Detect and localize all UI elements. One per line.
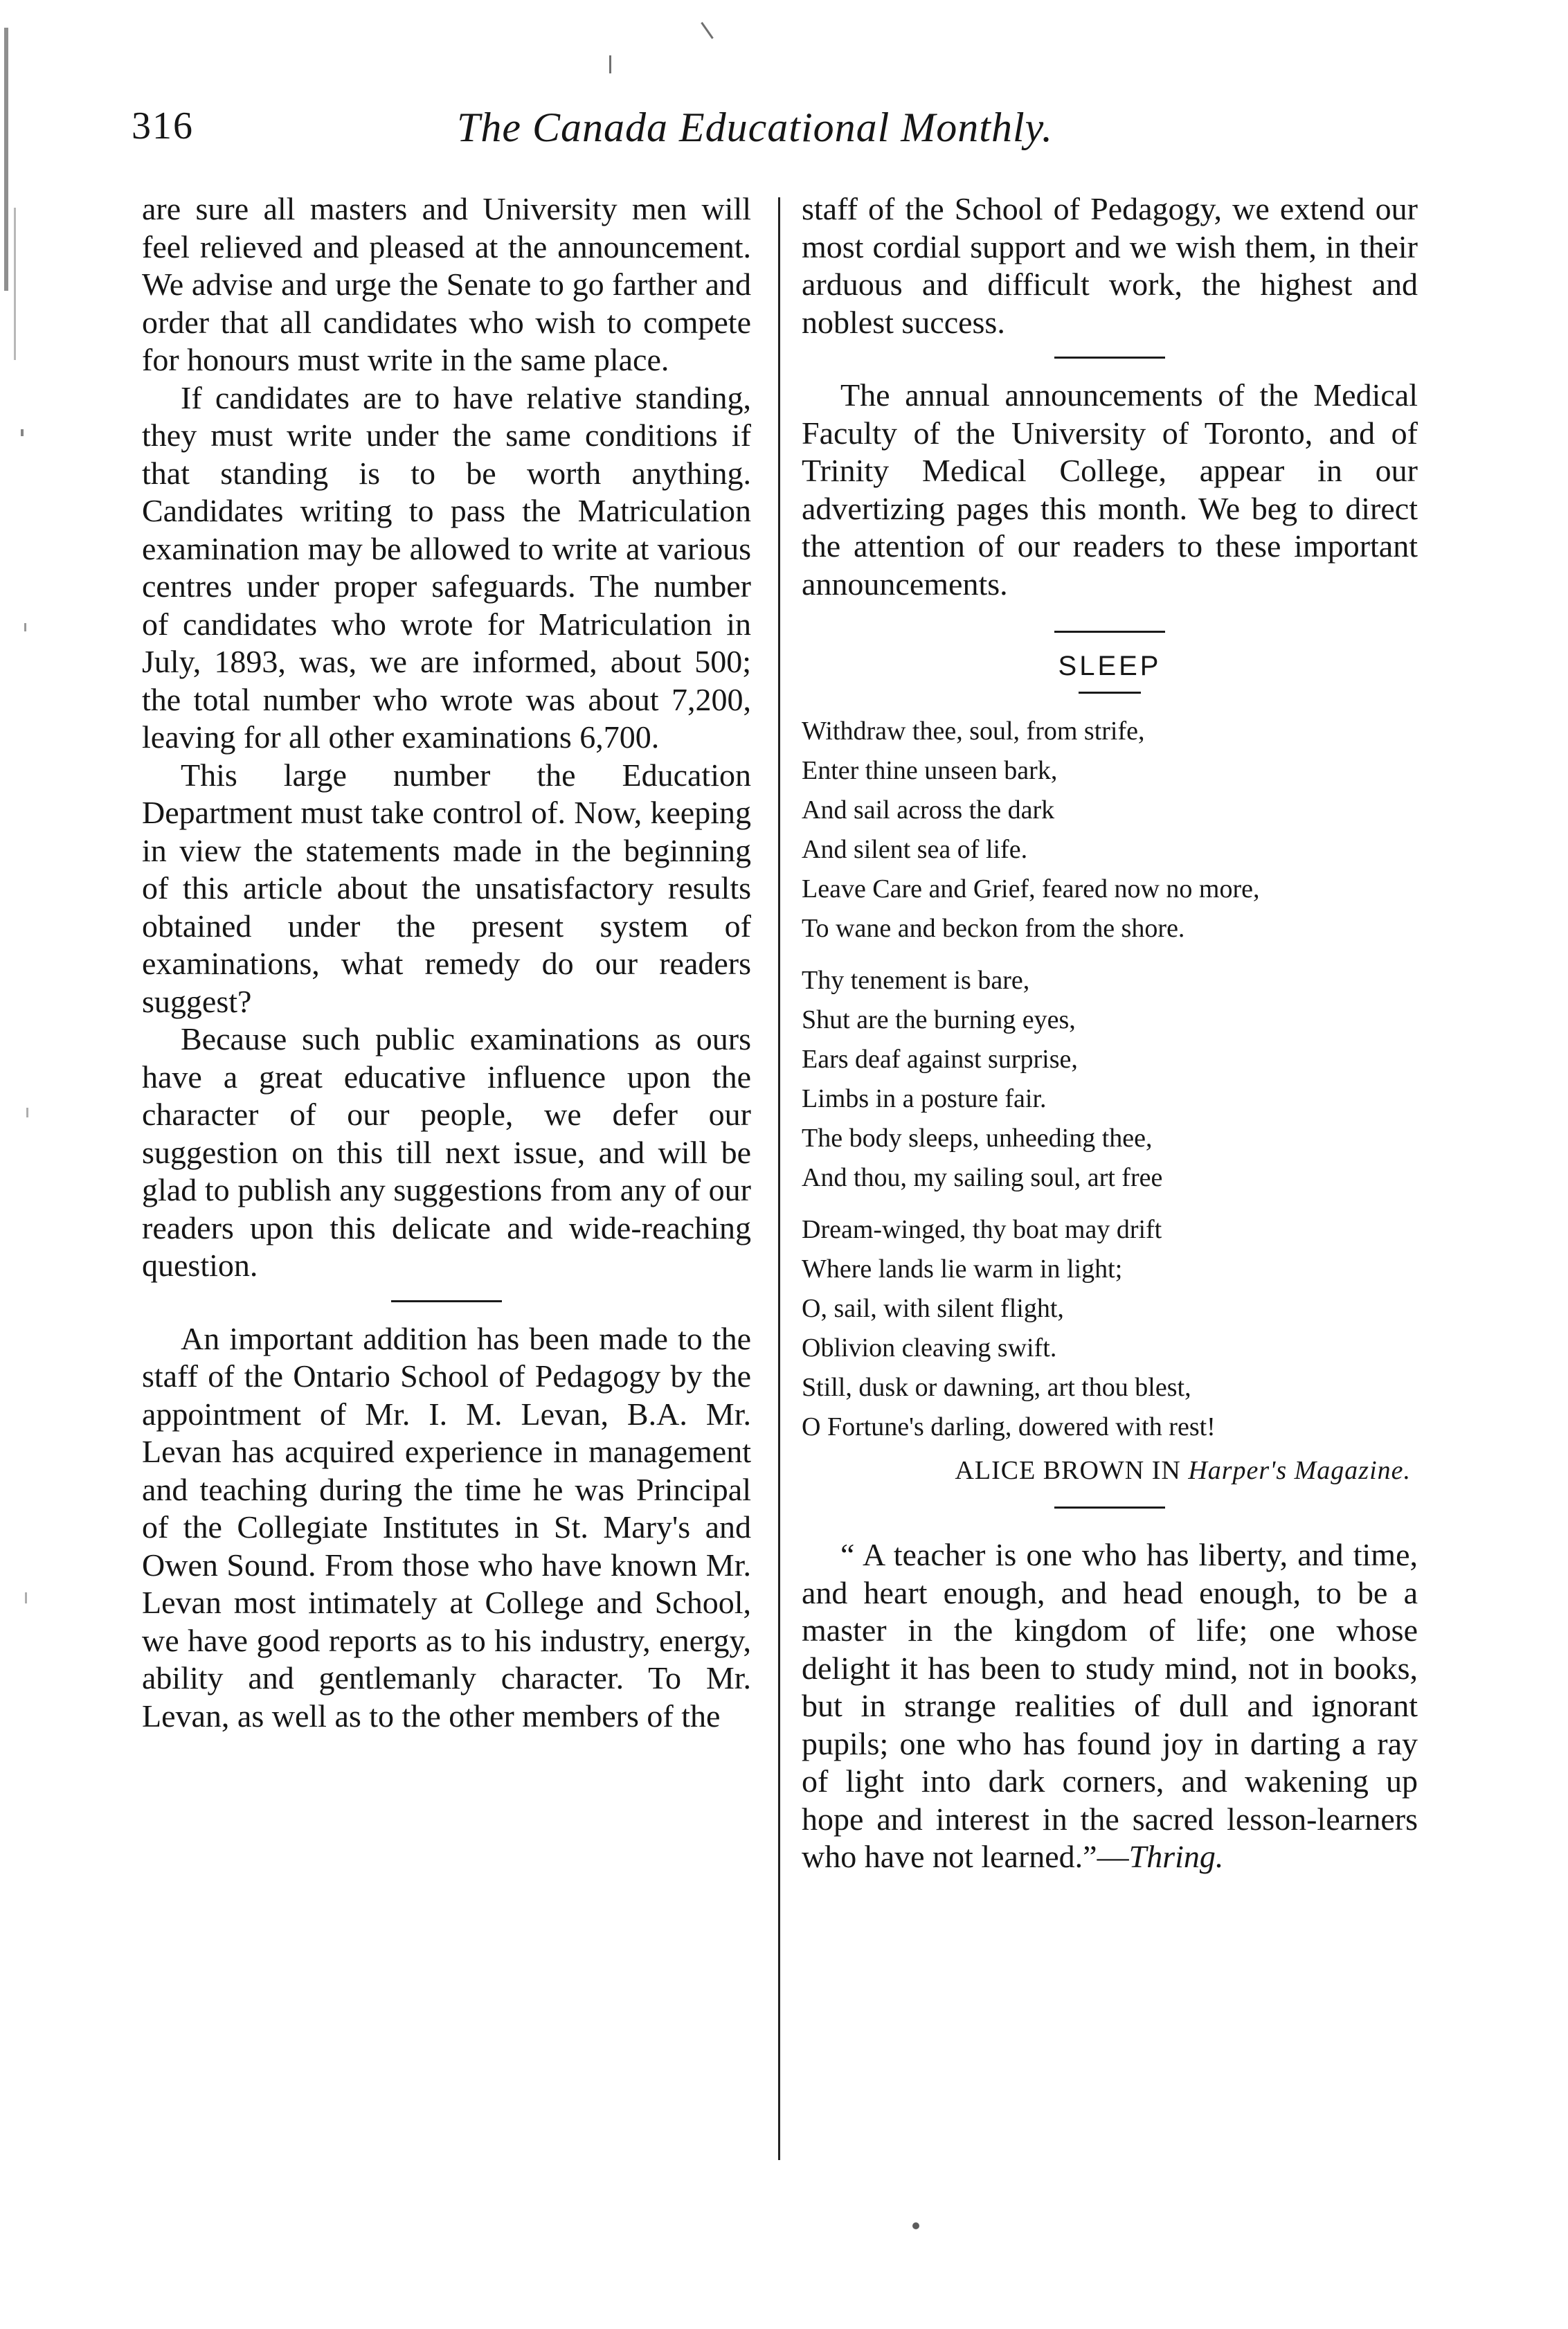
page-number: 316 <box>132 105 194 147</box>
poem-line: Limbs in a posture fair. <box>802 1084 1047 1113</box>
scan-edge-mark <box>912 2222 919 2229</box>
scan-edge-mark <box>21 429 24 436</box>
poem-line: Oblivion cleaving swift. <box>802 1333 1057 1363</box>
scan-edge-mark <box>4 28 8 291</box>
running-title: The Canada Educational Monthly. <box>457 105 1053 150</box>
poem-line: Enter thine unseen bark, <box>802 756 1058 785</box>
poem-title: SLEEP <box>1058 651 1162 681</box>
poem-line: And thou, my sailing soul, art free <box>802 1163 1163 1192</box>
column-divider <box>778 197 780 2160</box>
attribution-source: Harper's Magazine. <box>1188 1456 1411 1485</box>
left-column <box>142 190 751 1735</box>
paragraph: An important addition has been made to the staff of the Ontario School of Pedagogy by the appointment of Mr. I. M. Levan, B.A. Mr. Levan has acquired experience in management and teaching during the time he was Principal of the Collegiate Institutes in St. Mary's and Owen Sound. From those who have known Mr. Levan most intimately at College and School, we have good reports as to his industry, energy, ability and gentlemanly character. To Mr. Levan, as well as to the other members of the <box>142 1320 751 1734</box>
poem <box>802 712 1418 1447</box>
poem-line: Shut are the burning eyes, <box>802 1005 1076 1034</box>
poem-line: To wane and beckon from the shore. <box>802 914 1185 943</box>
scan-edge-mark <box>701 22 714 39</box>
poem-line: O Fortune's darling, dowered with rest! <box>802 1412 1216 1441</box>
right-column <box>802 190 1418 1876</box>
poem-line: And silent sea of life. <box>802 835 1028 864</box>
poem-stanza <box>802 1210 1418 1447</box>
poem-attribution <box>802 1455 1418 1486</box>
quote-author: Thring. <box>1128 1839 1224 1874</box>
paragraph: are sure all masters and University men will feel relieved and pleased at the announcement. We advise and urge the Senate to go farther and order that all candidates who wish to compete for honours must write in the same place. <box>142 191 751 377</box>
paragraph: If candidates are to have relative standing, they must write under the same conditions if that standing is to be worth anything. Candidates writing to pass the Matriculation examination may be allowed to write at various centres under proper safeguards. The number of candidates who wrote for Matriculation in July, 1893, was, we are informed, about 500; the total number who wrote was about 7,200, leaving for all other examinations 6,700. <box>142 379 751 755</box>
scan-edge-mark <box>609 55 611 73</box>
scan-edge-mark <box>24 623 26 631</box>
scan-edge-mark <box>26 1108 28 1117</box>
poem-title-rule <box>1079 692 1141 694</box>
section-separator <box>391 1300 502 1302</box>
quote-text: “ A teacher is one who has liberty, and time, and heart enough, and head enough, to be a master in the kingdom of life; one whose delight it has been to study mind, not in books, but in strange realities of dull and ignorant pupils; one who has found joy in darting a ray of light into dark corners, and wakening up hope and interest in the sacred lesson-learners who have not learned.”— <box>802 1537 1418 1874</box>
poem-stanza <box>802 961 1418 1198</box>
poem-line: Thy tenement is bare, <box>802 966 1030 995</box>
poem-line: The body sleeps, unheeding thee, <box>802 1124 1153 1153</box>
poem-line: O, sail, with silent flight, <box>802 1294 1064 1323</box>
poem-line: Leave Care and Grief, feared now no more, <box>802 874 1260 903</box>
paragraph-continuation: staff of the School of Pedagogy, we extend our most cordial support and we wish them, in their arduous and difficult work, the highest and noblest success. <box>802 191 1418 340</box>
attribution-author: ALICE BROWN IN <box>955 1456 1181 1485</box>
section-separator <box>1054 357 1165 359</box>
poem-line: Dream-winged, thy boat may drift <box>802 1215 1162 1244</box>
poem-line: And sail across the dark <box>802 795 1055 825</box>
poem-line: Ears deaf against surprise, <box>802 1045 1078 1074</box>
paragraph: This large number the Education Department must take control of. Now, keeping in view the statements made in the beginning of this article about the unsatisfactory results obtained under the present system of examinations, what remedy do our readers suggest? <box>142 757 751 1019</box>
section-separator <box>1054 631 1165 633</box>
page-header <box>132 104 1135 166</box>
poem-line: Still, dusk or dawning, art thou blest, <box>802 1373 1191 1402</box>
poem-stanza <box>802 712 1418 948</box>
scan-edge-mark <box>25 1592 27 1603</box>
poem-line: Where lands lie warm in light; <box>802 1255 1123 1284</box>
quote-paragraph <box>802 1536 1418 1876</box>
announcement-paragraph: The annual announcements of the Medical Faculty of the University of Toronto, and of Trinity Medical College, appear in our advertizing pages this month. We beg to direct the attention of our readers to these important announcements. <box>802 377 1418 602</box>
scan-edge-mark <box>14 208 16 360</box>
section-separator <box>1054 1507 1165 1509</box>
paragraph: Because such public examinations as ours have a great educative influence upon the character of our people, we defer our suggestion on this till next issue, and will be glad to publish any suggestions from any of our readers upon this delicate and wide-reaching question. <box>142 1021 751 1283</box>
poem-line: Withdraw thee, soul, from strife, <box>802 717 1145 746</box>
